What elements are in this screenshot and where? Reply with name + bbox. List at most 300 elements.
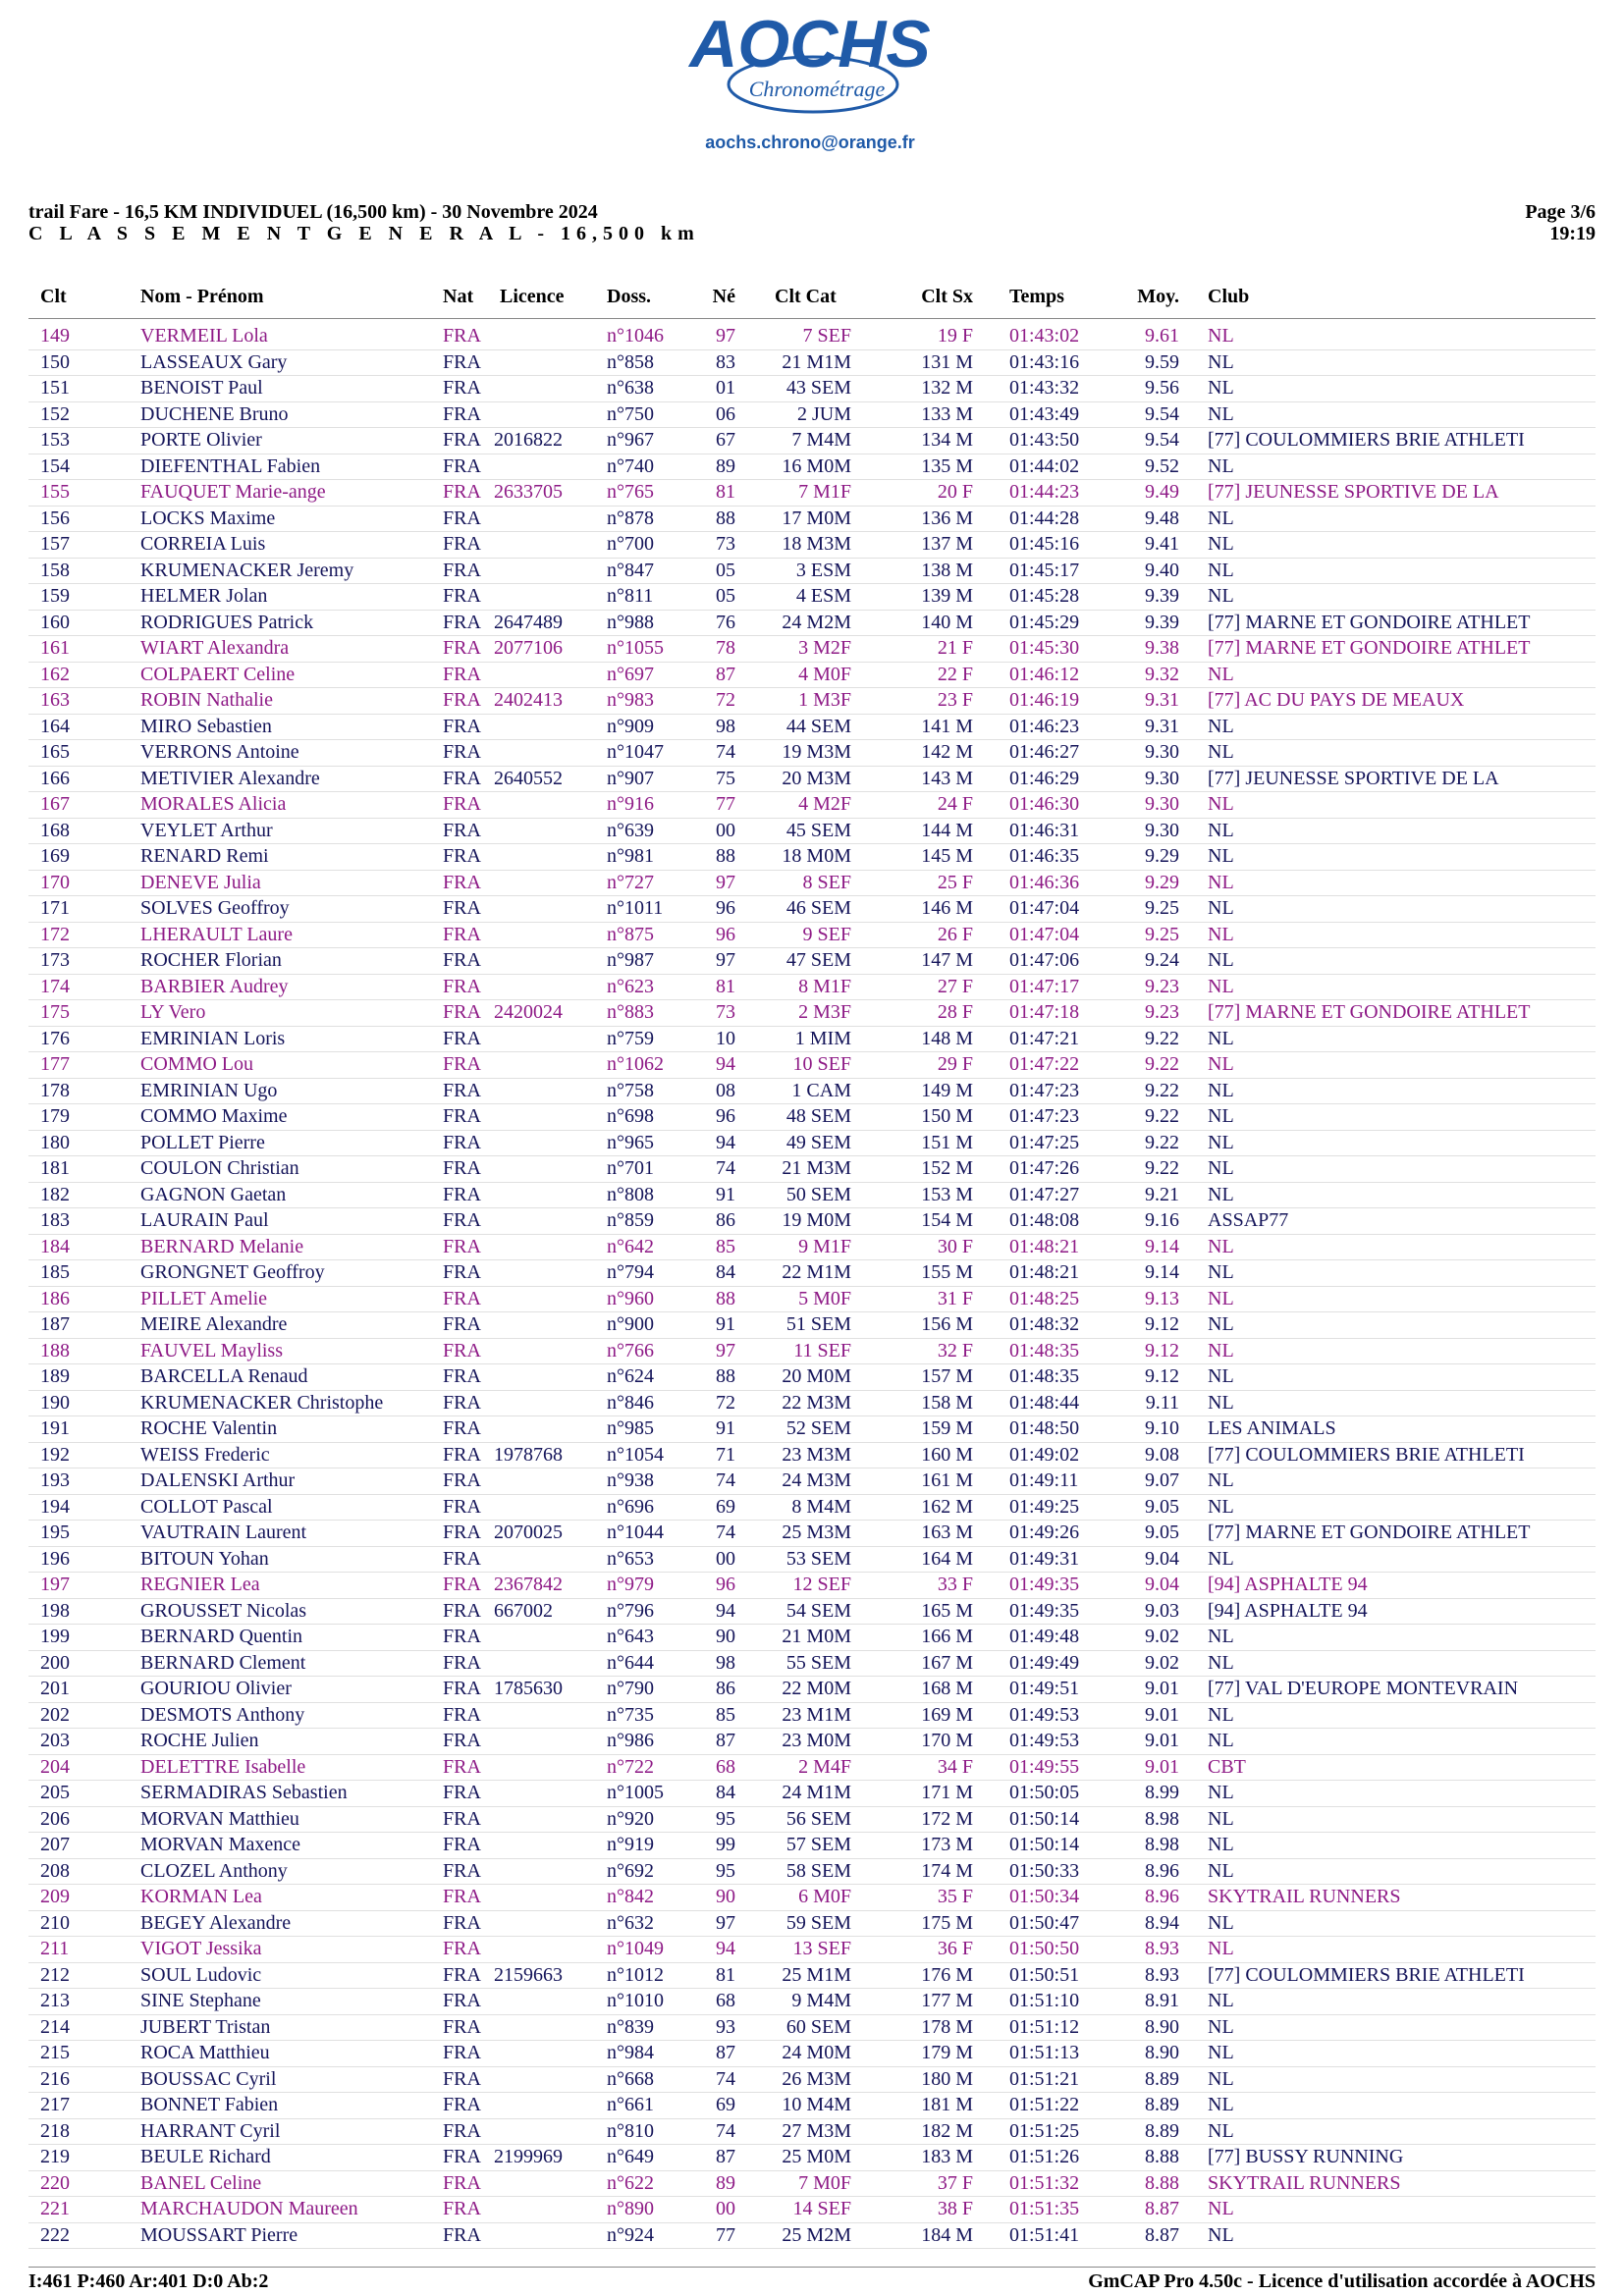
cell-clt-sx: 145 M <box>921 845 973 867</box>
cell-ne: 77 <box>716 793 735 815</box>
cell-doss: n°965 <box>607 1131 654 1153</box>
cell-clt: 209 <box>40 1886 70 1907</box>
cell-doss: n°701 <box>607 1157 654 1179</box>
cell-clt: 171 <box>40 897 70 919</box>
cell-clt-sx: 36 F <box>937 1938 973 1959</box>
cell-licence: 667002 <box>494 1599 553 1622</box>
cell-moy: 9.23 <box>1145 1001 1179 1023</box>
cell-moy: 9.22 <box>1145 1027 1179 1049</box>
cell-temps: 01:46:27 <box>1009 741 1080 763</box>
cell-nom: CLOZEL Anthony <box>140 1859 288 1882</box>
print-time: 19:19 <box>1549 223 1596 244</box>
cell-nom: REGNIER Lea <box>140 1574 260 1595</box>
cell-clt-cat: 24 M1M <box>782 1782 851 1803</box>
cell-clt-cat: 4 M2F <box>798 793 851 815</box>
table-row <box>28 636 1596 663</box>
cell-nat: FRA <box>443 1755 481 1778</box>
cell-temps: 01:45:28 <box>1009 585 1080 607</box>
cell-club: NL <box>1208 793 1234 815</box>
cell-clt: 172 <box>40 923 70 945</box>
cell-ne: 84 <box>716 1261 735 1283</box>
col-licence: Licence <box>500 286 565 307</box>
cell-club: [77] COULOMMIERS BRIE ATHLETI <box>1208 429 1525 451</box>
table-row <box>28 428 1596 454</box>
cell-moy: 9.16 <box>1145 1209 1179 1231</box>
cell-clt-sx: 23 F <box>937 689 973 711</box>
table-row <box>28 454 1596 481</box>
cell-nom: ROCA Matthieu <box>140 2042 270 2063</box>
table-row <box>28 584 1596 611</box>
cell-club: NL <box>1208 1626 1234 1647</box>
cell-nom: PILLET Amelie <box>140 1287 268 1309</box>
cell-club: NL <box>1208 325 1234 347</box>
cell-moy: 9.22 <box>1145 1157 1179 1179</box>
cell-clt-cat: 22 M1M <box>782 1261 851 1283</box>
cell-nat: FRA <box>443 845 481 867</box>
cell-nom: LHERAULT Laure <box>140 923 293 945</box>
cell-doss: n°765 <box>607 481 654 503</box>
cell-clt-sx: 140 M <box>921 611 973 633</box>
cell-nom: MOUSSART Pierre <box>140 2223 298 2246</box>
cell-moy: 9.25 <box>1145 923 1179 945</box>
cell-temps: 01:45:16 <box>1009 533 1080 555</box>
col-doss: Doss. <box>607 286 652 307</box>
cell-ne: 85 <box>716 1235 735 1257</box>
cell-moy: 9.59 <box>1145 350 1179 373</box>
cell-ne: 83 <box>716 350 735 373</box>
cell-temps: 01:47:23 <box>1009 1105 1080 1127</box>
cell-clt-cat: 22 M3M <box>782 1391 851 1414</box>
cell-clt: 181 <box>40 1157 70 1179</box>
table-row <box>28 844 1596 871</box>
cell-club: NL <box>1208 1547 1234 1570</box>
cell-clt: 200 <box>40 1651 70 1674</box>
logo-brand: AOCHS <box>689 7 931 81</box>
cell-ne: 91 <box>716 1417 735 1439</box>
cell-club: NL <box>1208 350 1234 373</box>
cell-licence: 2016822 <box>494 429 563 451</box>
cell-club: NL <box>1208 871 1234 893</box>
cell-doss: n°661 <box>607 2094 654 2115</box>
cell-clt-cat: 8 M4M <box>791 1495 851 1518</box>
cell-nat: FRA <box>443 1391 481 1414</box>
cell-clt-cat: 12 SEF <box>792 1574 851 1595</box>
cell-doss: n°740 <box>607 454 654 477</box>
cell-nom: LY Vero <box>140 1001 206 1023</box>
cell-club: NL <box>1208 1703 1234 1726</box>
cell-nat: FRA <box>443 585 481 607</box>
cell-clt-sx: 155 M <box>921 1261 973 1283</box>
cell-moy: 9.03 <box>1145 1599 1179 1622</box>
cell-ne: 91 <box>716 1313 735 1335</box>
cell-clt-sx: 28 F <box>937 1001 973 1023</box>
cell-nat: FRA <box>443 819 481 841</box>
cell-nom: VEYLET Arthur <box>140 819 273 841</box>
cell-temps: 01:49:26 <box>1009 1522 1080 1543</box>
cell-clt-cat: 14 SEF <box>792 2198 851 2219</box>
cell-clt-cat: 8 M1F <box>798 975 851 997</box>
cell-temps: 01:49:55 <box>1009 1755 1080 1778</box>
cell-doss: n°1054 <box>607 1443 664 1466</box>
cell-clt-cat: 17 M0M <box>782 507 851 529</box>
cell-moy: 8.89 <box>1145 2067 1179 2090</box>
cell-nom: BENOIST Paul <box>140 377 263 399</box>
cell-licence: 1978768 <box>494 1443 563 1466</box>
cell-ne: 94 <box>716 1053 735 1075</box>
cell-temps: 01:51:35 <box>1009 2198 1080 2219</box>
cell-moy: 8.90 <box>1145 2042 1179 2063</box>
cell-doss: n°727 <box>607 871 654 893</box>
cell-temps: 01:51:13 <box>1009 2042 1080 2063</box>
cell-clt: 182 <box>40 1183 70 1205</box>
cell-club: NL <box>1208 1834 1234 1855</box>
cell-clt: 202 <box>40 1703 70 1726</box>
cell-moy: 9.21 <box>1145 1183 1179 1205</box>
cell-club: NL <box>1208 559 1234 581</box>
cell-clt: 187 <box>40 1313 70 1335</box>
table-row <box>28 1781 1596 1807</box>
aochs-logo <box>687 6 933 163</box>
cell-clt-sx: 31 F <box>937 1287 973 1309</box>
cell-doss: n°790 <box>607 1678 654 1699</box>
cell-clt-sx: 159 M <box>921 1417 973 1439</box>
cell-clt-sx: 131 M <box>921 350 973 373</box>
cell-nat: FRA <box>443 429 481 451</box>
cell-clt: 214 <box>40 2015 70 2038</box>
cell-ne: 08 <box>716 1079 735 1101</box>
cell-doss: n°632 <box>607 1911 654 1934</box>
cell-club: NL <box>1208 2015 1234 2038</box>
cell-temps: 01:50:50 <box>1009 1938 1080 1959</box>
cell-club: NL <box>1208 897 1234 919</box>
cell-nat: FRA <box>443 1313 481 1335</box>
cell-ne: 00 <box>716 2198 735 2219</box>
cell-club: NL <box>1208 1339 1234 1362</box>
cell-temps: 01:46:36 <box>1009 871 1080 893</box>
cell-clt-sx: 24 F <box>937 793 973 815</box>
cell-moy: 9.22 <box>1145 1053 1179 1075</box>
cell-moy: 8.96 <box>1145 1859 1179 1882</box>
cell-nom: WIART Alexandra <box>140 637 290 659</box>
cell-clt: 168 <box>40 819 70 841</box>
cell-nat: FRA <box>443 1261 481 1283</box>
cell-ne: 05 <box>716 585 735 607</box>
cell-ne: 72 <box>716 689 735 711</box>
cell-ne: 77 <box>716 2223 735 2246</box>
cell-ne: 95 <box>716 1859 735 1882</box>
cell-ne: 10 <box>716 1027 735 1049</box>
cell-clt-sx: 20 F <box>937 481 973 503</box>
cell-ne: 00 <box>716 1547 735 1570</box>
cell-moy: 9.48 <box>1145 507 1179 529</box>
cell-club: NL <box>1208 1105 1234 1127</box>
cell-nom: ROBIN Nathalie <box>140 689 273 711</box>
cell-ne: 01 <box>716 377 735 399</box>
cell-clt-cat: 3 ESM <box>795 559 851 581</box>
cell-club: NL <box>1208 975 1234 997</box>
cell-clt-sx: 180 M <box>921 2067 973 2090</box>
cell-club: NL <box>1208 715 1234 737</box>
cell-clt: 151 <box>40 377 70 399</box>
cell-nat: FRA <box>443 2198 481 2219</box>
cell-licence: 2159663 <box>494 1963 563 1986</box>
cell-temps: 01:47:27 <box>1009 1183 1080 1205</box>
cell-clt-cat: 24 M0M <box>782 2042 851 2063</box>
cell-nom: GAGNON Gaetan <box>140 1183 287 1205</box>
cell-nat: FRA <box>443 1079 481 1101</box>
cell-ne: 73 <box>716 533 735 555</box>
cell-temps: 01:46:30 <box>1009 793 1080 815</box>
cell-moy: 8.90 <box>1145 2015 1179 2038</box>
table-row <box>28 1547 1596 1574</box>
table-row <box>28 1573 1596 1599</box>
cell-ne: 74 <box>716 1469 735 1491</box>
cell-nat: FRA <box>443 1365 481 1387</box>
table-row <box>28 1755 1596 1782</box>
cell-temps: 01:48:35 <box>1009 1365 1080 1387</box>
cell-ne: 96 <box>716 1105 735 1127</box>
cell-clt: 207 <box>40 1834 70 1855</box>
cell-nom: POLLET Pierre <box>140 1131 265 1153</box>
table-row <box>28 350 1596 377</box>
cell-ne: 97 <box>716 325 735 347</box>
cell-club: NL <box>1208 845 1234 867</box>
logo-subtitle: Chronométrage <box>748 77 886 101</box>
cell-doss: n°985 <box>607 1417 654 1439</box>
cell-temps: 01:45:17 <box>1009 559 1080 581</box>
cell-club: [77] VAL D'EUROPE MONTEVRAIN <box>1208 1678 1519 1699</box>
cell-temps: 01:49:35 <box>1009 1574 1080 1595</box>
cell-moy: 9.02 <box>1145 1651 1179 1674</box>
cell-clt-cat: 18 M3M <box>782 533 851 555</box>
cell-clt: 152 <box>40 402 70 425</box>
cell-clt-cat: 4 M0F <box>798 663 851 685</box>
cell-moy: 9.30 <box>1145 767 1179 789</box>
cell-nat: FRA <box>443 1547 481 1570</box>
cell-clt: 219 <box>40 2146 70 2167</box>
table-row <box>28 1052 1596 1079</box>
cell-clt: 204 <box>40 1755 70 1778</box>
cell-nat: FRA <box>443 1859 481 1882</box>
cell-nat: FRA <box>443 1522 481 1543</box>
cell-moy: 9.01 <box>1145 1730 1179 1751</box>
cell-nom: BEGEY Alexandre <box>140 1911 292 1934</box>
cell-clt-cat: 53 SEM <box>785 1547 851 1570</box>
cell-clt-sx: 37 F <box>937 2171 973 2194</box>
cell-nat: FRA <box>443 1599 481 1622</box>
cell-doss: n°983 <box>607 689 654 711</box>
col-clt-cat: Clt Cat <box>775 286 837 307</box>
cell-doss: n°622 <box>607 2171 654 2194</box>
cell-nat: FRA <box>443 923 481 945</box>
cell-ne: 69 <box>716 2094 735 2115</box>
cell-ne: 87 <box>716 2146 735 2167</box>
cell-nom: BANEL Celine <box>140 2171 262 2194</box>
cell-clt-cat: 10 SEF <box>792 1053 851 1075</box>
cell-doss: n°653 <box>607 1547 654 1570</box>
cell-nom: SERMADIRAS Sebastien <box>140 1782 348 1803</box>
cell-moy: 8.89 <box>1145 2119 1179 2142</box>
cell-temps: 01:48:21 <box>1009 1261 1080 1283</box>
cell-doss: n°759 <box>607 1027 654 1049</box>
cell-clt-cat: 9 M4M <box>791 1990 851 2011</box>
cell-clt: 159 <box>40 585 70 607</box>
cell-clt: 164 <box>40 715 70 737</box>
cell-ne: 87 <box>716 663 735 685</box>
cell-nom: LASSEAUX Gary <box>140 350 288 373</box>
cell-clt-sx: 146 M <box>921 897 973 919</box>
table-row <box>28 559 1596 585</box>
cell-moy: 8.91 <box>1145 1990 1179 2011</box>
cell-moy: 9.54 <box>1145 429 1179 451</box>
cell-clt-sx: 137 M <box>921 533 973 555</box>
cell-temps: 01:50:47 <box>1009 1911 1080 1934</box>
table-row <box>28 1703 1596 1730</box>
cell-club: NL <box>1208 1730 1234 1751</box>
cell-clt-sx: 134 M <box>921 429 973 451</box>
cell-clt-cat: 51 SEM <box>785 1313 851 1335</box>
cell-nom: SOUL Ludovic <box>140 1963 262 1986</box>
cell-temps: 01:49:35 <box>1009 1599 1080 1622</box>
cell-club: NL <box>1208 1391 1234 1414</box>
cell-nom: COLLOT Pascal <box>140 1495 273 1518</box>
cell-club: [77] MARNE ET GONDOIRE ATHLET <box>1208 611 1531 633</box>
col-clt-sx: Clt Sx <box>921 286 973 307</box>
cell-clt-sx: 21 F <box>937 637 973 659</box>
cell-doss: n°979 <box>607 1574 654 1595</box>
cell-clt-cat: 25 M3M <box>782 1522 851 1543</box>
cell-clt-sx: 169 M <box>921 1703 973 1726</box>
table-row <box>28 1443 1596 1469</box>
cell-moy: 9.49 <box>1145 481 1179 503</box>
cell-temps: 01:50:14 <box>1009 1834 1080 1855</box>
cell-nat: FRA <box>443 741 481 763</box>
event-title: trail Fare - 16,5 KM INDIVIDUEL (16,500 km) - 30 Novembre 2024 <box>28 201 598 223</box>
table-row <box>28 2171 1596 2198</box>
table-row <box>28 792 1596 819</box>
cell-temps: 01:48:35 <box>1009 1339 1080 1362</box>
col-nat: Nat <box>443 286 474 307</box>
table-row <box>28 611 1596 637</box>
table-row <box>28 324 1596 350</box>
cell-doss: n°1055 <box>607 637 664 659</box>
cell-ne: 91 <box>716 1183 735 1205</box>
cell-nom: BOUSSAC Cyril <box>140 2067 277 2090</box>
cell-nat: FRA <box>443 2171 481 2194</box>
table-row <box>28 402 1596 429</box>
cell-doss: n°696 <box>607 1495 654 1518</box>
cell-ne: 05 <box>716 559 735 581</box>
table-row <box>28 2119 1596 2146</box>
cell-clt-cat: 58 SEM <box>785 1859 851 1882</box>
cell-nat: FRA <box>443 1963 481 1986</box>
cell-clt: 198 <box>40 1599 70 1622</box>
cell-clt-sx: 167 M <box>921 1651 973 1674</box>
cell-nat: FRA <box>443 767 481 789</box>
cell-nat: FRA <box>443 663 481 685</box>
cell-temps: 01:47:23 <box>1009 1079 1080 1101</box>
cell-clt-sx: 149 M <box>921 1079 973 1101</box>
cell-temps: 01:45:30 <box>1009 637 1080 659</box>
cell-nom: KRUMENACKER Jeremy <box>140 559 354 581</box>
table-row <box>28 819 1596 845</box>
cell-nat: FRA <box>443 1417 481 1439</box>
cell-nat: FRA <box>443 2067 481 2090</box>
cell-ne: 98 <box>716 1651 735 1674</box>
cell-moy: 9.32 <box>1145 663 1179 685</box>
cell-moy: 9.14 <box>1145 1235 1179 1257</box>
cell-club: NL <box>1208 1313 1234 1335</box>
cell-clt-sx: 165 M <box>921 1599 973 1622</box>
cell-ne: 74 <box>716 741 735 763</box>
cell-temps: 01:46:35 <box>1009 845 1080 867</box>
cell-club: NL <box>1208 1911 1234 1934</box>
cell-nom: BONNET Fabien <box>140 2094 279 2115</box>
cell-clt-cat: 13 SEF <box>792 1938 851 1959</box>
cell-clt: 149 <box>40 325 70 347</box>
cell-nom: DESMOTS Anthony <box>140 1703 305 1726</box>
cell-clt-sx: 34 F <box>937 1755 973 1778</box>
cell-club: NL <box>1208 1079 1234 1101</box>
cell-ne: 06 <box>716 402 735 425</box>
cell-nat: FRA <box>443 1469 481 1491</box>
cell-nat: FRA <box>443 1990 481 2011</box>
cell-ne: 89 <box>716 2171 735 2194</box>
cell-doss: n°858 <box>607 350 654 373</box>
table-row <box>28 2041 1596 2067</box>
cell-ne: 81 <box>716 975 735 997</box>
cell-moy: 9.31 <box>1145 689 1179 711</box>
cell-clt: 184 <box>40 1235 70 1257</box>
cell-clt-sx: 133 M <box>921 402 973 425</box>
cell-clt-cat: 60 SEM <box>785 2015 851 2038</box>
cell-clt: 185 <box>40 1261 70 1283</box>
cell-ne: 97 <box>716 1339 735 1362</box>
cell-nom: DIEFENTHAL Fabien <box>140 454 321 477</box>
cell-ne: 74 <box>716 1522 735 1543</box>
table-row <box>28 1364 1596 1391</box>
cell-clt-sx: 132 M <box>921 377 973 399</box>
cell-moy: 8.88 <box>1145 2171 1179 2194</box>
cell-nat: FRA <box>443 1339 481 1362</box>
table-row <box>28 1807 1596 1834</box>
cell-doss: n°987 <box>607 949 654 971</box>
cell-moy: 9.05 <box>1145 1522 1179 1543</box>
cell-clt-sx: 136 M <box>921 507 973 529</box>
cell-temps: 01:47:25 <box>1009 1131 1080 1153</box>
cell-club: [94] ASPHALTE 94 <box>1208 1599 1368 1622</box>
cell-nom: ROCHE Valentin <box>140 1417 278 1439</box>
cell-licence: 2420024 <box>494 1001 563 1023</box>
cell-clt-sx: 156 M <box>921 1313 973 1335</box>
cell-temps: 01:44:02 <box>1009 454 1080 477</box>
table-row <box>28 1495 1596 1522</box>
cell-clt-sx: 174 M <box>921 1859 973 1882</box>
cell-clt-sx: 27 F <box>937 975 973 997</box>
cell-temps: 01:43:02 <box>1009 325 1080 347</box>
cell-clt-sx: 172 M <box>921 1807 973 1830</box>
cell-clt: 218 <box>40 2119 70 2142</box>
table-row <box>28 1859 1596 1886</box>
col-clt: Clt <box>40 286 67 307</box>
cell-doss: n°697 <box>607 663 654 685</box>
cell-club: NL <box>1208 1157 1234 1179</box>
cell-club: NL <box>1208 949 1234 971</box>
cell-moy: 8.98 <box>1145 1834 1179 1855</box>
cell-clt: 192 <box>40 1443 70 1466</box>
cell-temps: 01:48:44 <box>1009 1391 1080 1414</box>
cell-doss: n°735 <box>607 1703 654 1726</box>
